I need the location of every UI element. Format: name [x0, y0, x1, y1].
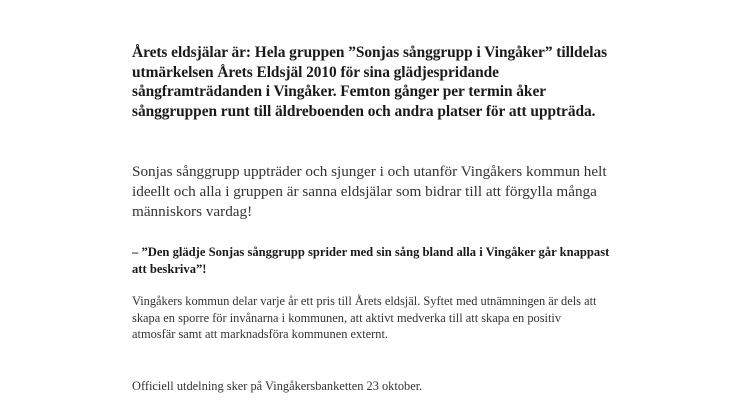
lead-paragraph: Årets eldsjälar är: Hela gruppen ”Sonjas sånggrupp i Vingåker” tilldelas utmärkelsen Årets Eldsjäl 2010 för sina glädjespridande sångframträdanden i Vingåker. Femton gånger per termin åker sånggruppen runt till äldreboenden och andra platser för att uppträda.: [132, 44, 608, 120]
closing-paragraph: Officiell utdelning sker på Vingåkersbanketten 23 oktober.: [132, 379, 423, 393]
body-paragraph: Sonjas sånggrupp uppträder och sjunger i och utanför Vingåkers kommun helt ideellt och alla i gruppen är sanna eldsjälar som bidrar till att förgylla många människors vardag!: [132, 163, 607, 220]
info-paragraph: Vingåkers kommun delar varje år ett pris till Årets eldsjäl. Syftet med utnämningen är dels att skapa en sporre för invånarna i kommunen, att aktivt medverka till att skapa en positiv atmosfär samt att marknadsföra kommunen externt.: [132, 294, 597, 341]
quote-paragraph: – ”Den glädje Sonjas sånggrupp sprider med sin sång bland alla i Vingåker går knappast att beskriva”!: [132, 245, 610, 276]
